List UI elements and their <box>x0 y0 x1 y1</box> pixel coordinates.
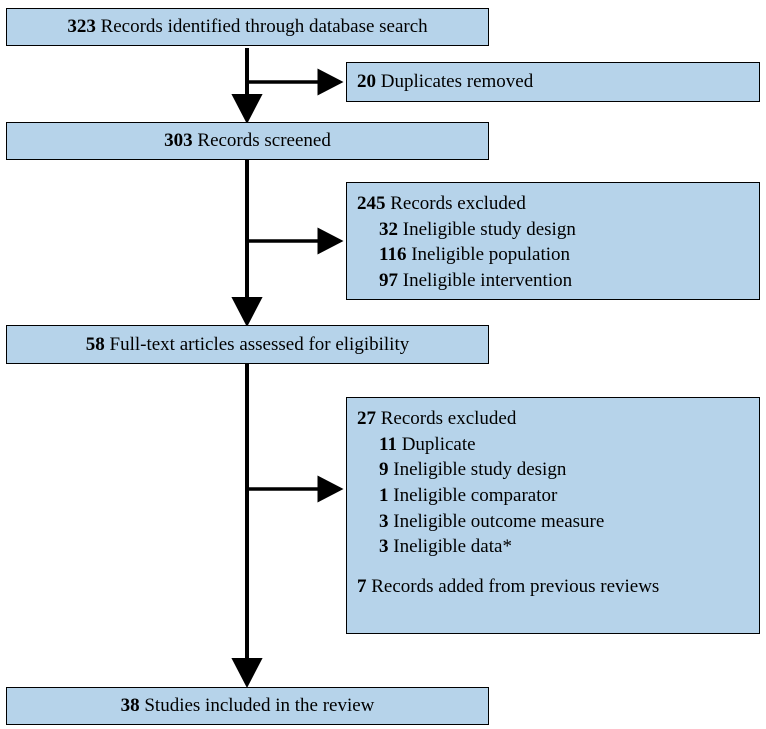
box-duplicates-removed-text <box>357 69 533 95</box>
box-duplicates-removed <box>346 62 760 102</box>
excluded-fulltext-item <box>357 534 759 560</box>
excluded-screening-heading <box>357 191 759 217</box>
box-duplicates-removed-label: Duplicates removed <box>380 71 534 93</box>
excluded-fulltext-item-label: Ineligible comparator <box>393 484 558 506</box>
excluded-fulltext-item-number: 3 <box>379 510 389 532</box>
excluded-fulltext-label: Records excluded <box>380 408 517 429</box>
excluded-screening-item <box>357 242 759 268</box>
excluded-screening-number: 245 <box>357 193 386 214</box>
excluded-fulltext-heading <box>357 406 759 432</box>
excluded-fulltext-item-label: Ineligible data* <box>393 536 512 558</box>
excluded-fulltext-item-label: Ineligible outcome measure <box>393 510 605 532</box>
excluded-fulltext-item-number: 9 <box>379 459 389 481</box>
excluded-fulltext-item-number: 3 <box>379 536 389 558</box>
excluded-fulltext-item <box>357 432 759 458</box>
box-fulltext-assessed <box>6 325 489 364</box>
excluded-fulltext-item-label: Duplicate <box>401 433 476 455</box>
excluded-screening-item-number: 97 <box>379 269 398 291</box>
excluded-fulltext-item-number: 1 <box>379 484 389 506</box>
box-records-excluded-screening <box>346 182 760 300</box>
box-studies-included-text <box>121 693 375 719</box>
excluded-fulltext-item <box>357 509 759 535</box>
excluded-fulltext-item <box>357 483 759 509</box>
excluded-fulltext-number: 27 <box>357 408 376 429</box>
excluded-screening-label: Records excluded <box>390 193 526 214</box>
box-records-identified-text <box>67 14 427 40</box>
box-fulltext-assessed-label: Full-text articles assessed for eligibility <box>109 333 410 355</box>
box-records-screened <box>6 122 489 160</box>
box-duplicates-removed-number: 20 <box>357 71 376 93</box>
spacer <box>357 560 759 574</box>
excluded-screening-item-number: 32 <box>379 218 398 240</box>
excluded-screening-item <box>357 268 759 294</box>
box-records-screened-label: Records screened <box>197 130 331 152</box>
box-records-excluded-fulltext <box>346 397 760 634</box>
excluded-screening-item-number: 116 <box>379 244 407 266</box>
box-records-identified-label: Records identified through database search <box>100 16 428 38</box>
records-added-label: Records added from previous reviews <box>371 575 660 597</box>
box-records-screened-text <box>164 128 331 154</box>
records-added-number: 7 <box>357 575 367 597</box>
excluded-screening-item <box>357 217 759 243</box>
excluded-screening-item-label: Ineligible intervention <box>402 269 573 291</box>
excluded-screening-item-label: Ineligible study design <box>402 218 576 240</box>
box-studies-included-number: 38 <box>120 695 140 717</box>
records-added-previous-reviews <box>357 574 759 600</box>
excluded-fulltext-item-number: 11 <box>379 433 397 455</box>
box-studies-included <box>6 687 489 725</box>
box-fulltext-assessed-number: 58 <box>85 333 105 355</box>
excluded-fulltext-item <box>357 457 759 483</box>
excluded-fulltext-item-label: Ineligible study design <box>393 459 567 481</box>
box-records-screened-number: 303 <box>164 130 193 152</box>
box-fulltext-assessed-text <box>86 332 409 358</box>
box-records-identified-number: 323 <box>67 16 96 38</box>
box-studies-included-label: Studies included in the review <box>144 695 375 717</box>
excluded-screening-item-label: Ineligible population <box>411 244 571 266</box>
box-records-identified <box>6 8 489 46</box>
